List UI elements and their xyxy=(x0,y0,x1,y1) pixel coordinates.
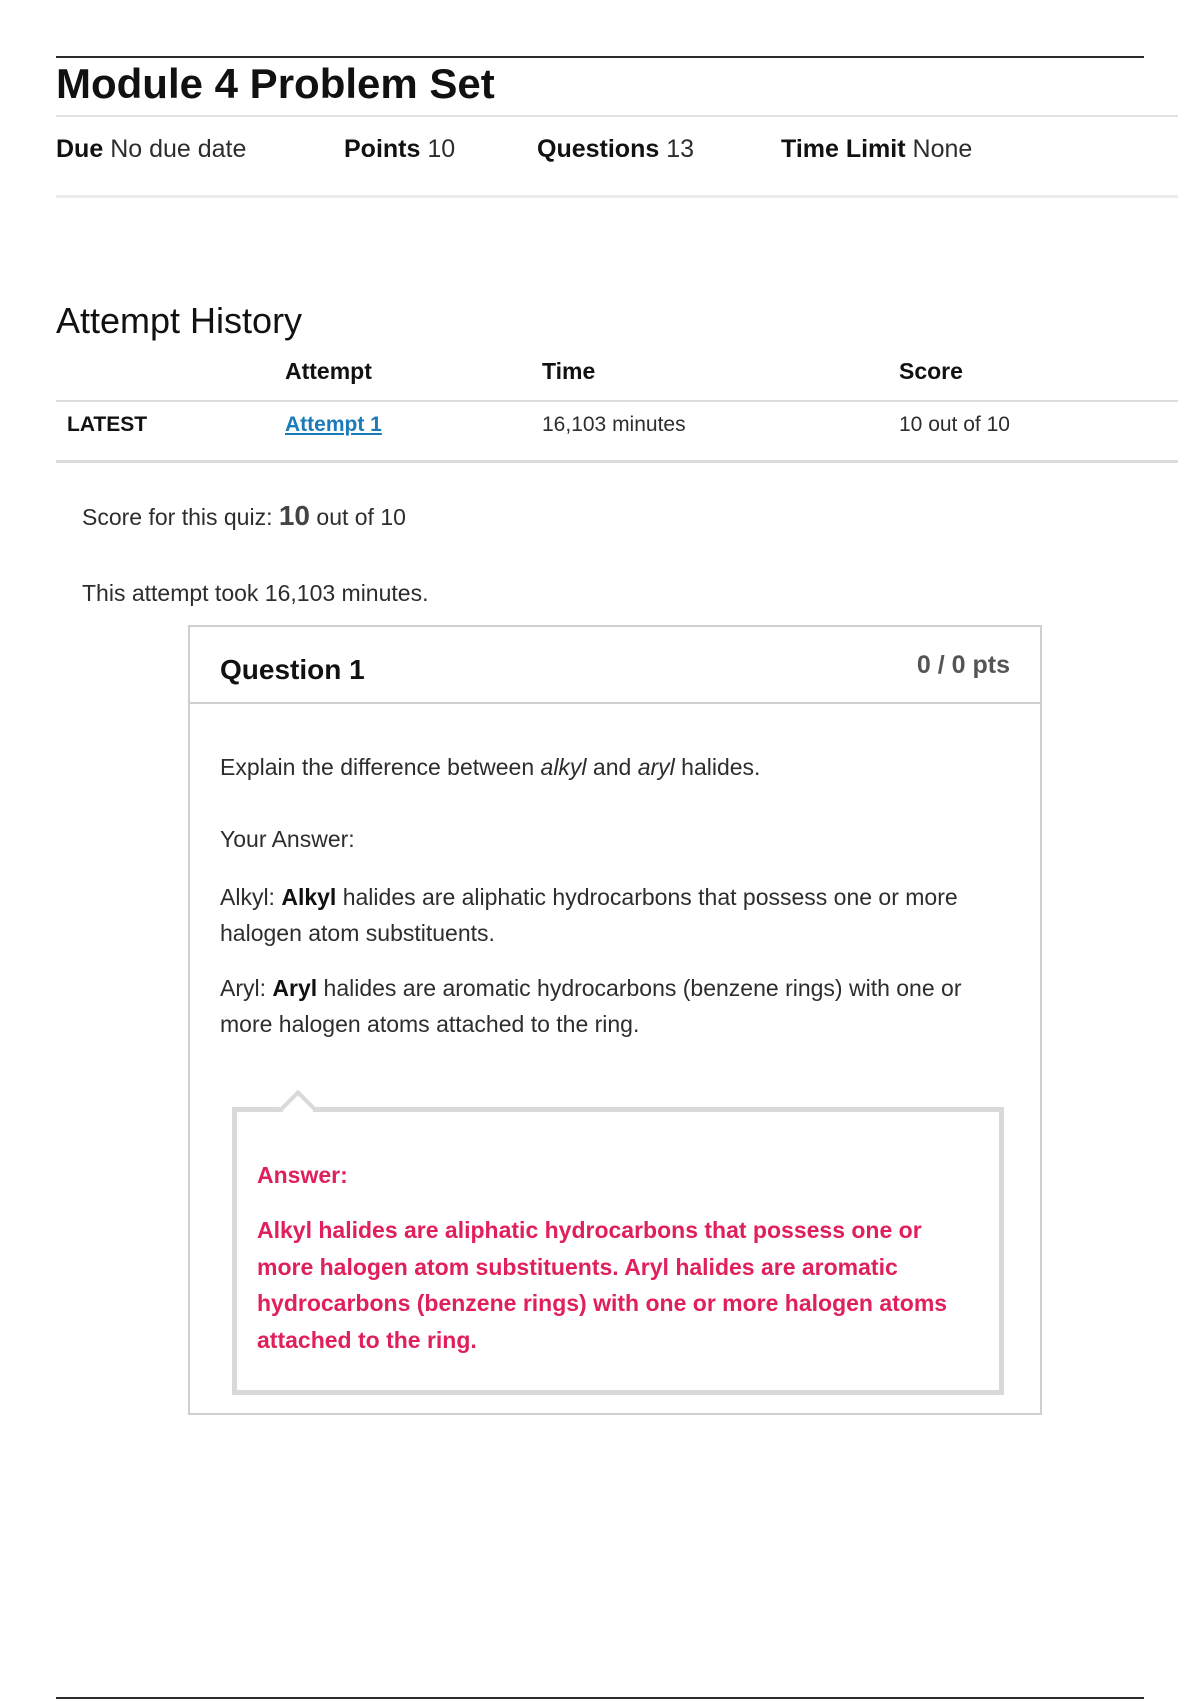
question-points: 0 / 0 pts xyxy=(916,651,1010,679)
answer-body: halides are aromatic hydrocarbons (benzene rings) with one or more halogen atoms attached to the ring. xyxy=(220,975,962,1037)
latest-tag: LATEST xyxy=(67,413,148,436)
prompt-em-aryl: aryl xyxy=(637,754,675,780)
due-value: No due date xyxy=(110,135,247,163)
time-limit-label: Time Limit xyxy=(781,135,906,163)
column-header-score: Score xyxy=(899,358,963,384)
answer-body: halides are aliphatic hydrocarbons that possess one or more halogen atom substituents. xyxy=(220,884,958,946)
attempt-history-title: Attempt History xyxy=(56,300,303,341)
score-prefix: Score for this quiz: xyxy=(82,504,273,530)
page-title: Module 4 Problem Set xyxy=(56,60,495,107)
questions-label: Questions xyxy=(537,135,660,163)
points-label: Points xyxy=(344,135,421,163)
score-suffix: out of 10 xyxy=(316,504,406,530)
score-value: 10 xyxy=(278,500,311,531)
question-title: Question 1 xyxy=(220,654,365,685)
question-card xyxy=(188,625,1042,1415)
answer-prefix: Aryl: xyxy=(220,975,273,1001)
title-divider xyxy=(56,115,1178,117)
quiz-score-line xyxy=(82,500,406,532)
due-label: Due xyxy=(56,135,104,163)
your-answer-paragraph xyxy=(220,970,1010,1042)
answer-keyword: Aryl xyxy=(272,975,318,1001)
prompt-text-start: Explain the difference between xyxy=(220,754,541,780)
answer-prefix: Alkyl: xyxy=(220,884,282,910)
top-divider xyxy=(56,56,1144,58)
attempt-1-link[interactable]: Attempt 1 xyxy=(285,413,382,436)
meta-divider xyxy=(56,195,1178,198)
prompt-text-end: halides. xyxy=(674,754,761,780)
due-meta xyxy=(56,135,246,164)
question-prompt xyxy=(220,754,760,781)
points-meta xyxy=(344,135,455,164)
table-row-attempt-cell xyxy=(285,413,382,437)
your-answer-label: Your Answer: xyxy=(220,826,355,852)
your-answer-paragraph xyxy=(220,879,1010,951)
table-header-divider xyxy=(56,400,1178,402)
column-header-attempt: Attempt xyxy=(285,358,372,384)
bottom-divider xyxy=(56,1697,1144,1699)
questions-value: 13 xyxy=(666,135,695,163)
prompt-text-mid: and xyxy=(586,754,638,780)
correct-answer-label: Answer: xyxy=(257,1162,348,1188)
time-limit-value: None xyxy=(912,135,973,163)
answer-keyword: Alkyl xyxy=(281,884,337,910)
correct-answer-box xyxy=(232,1107,1004,1395)
question-header xyxy=(190,627,1040,704)
column-header-time: Time xyxy=(542,358,596,384)
table-row-score-cell: 10 out of 10 xyxy=(899,413,1010,436)
callout-pointer xyxy=(280,1090,317,1127)
table-bottom-divider xyxy=(56,460,1178,463)
correct-answer-text: Alkyl halides are aliphatic hydrocarbons that possess one or more halogen atom substituents. Aryl halides are aromatic hydrocarbons (benzene rings) with one or more halogen atoms attached to the ring. xyxy=(257,1217,948,1353)
attempt-duration: This attempt took 16,103 minutes. xyxy=(82,580,429,606)
points-value: 10 xyxy=(427,135,456,163)
time-limit-meta xyxy=(781,135,972,164)
prompt-em-alkyl: alkyl xyxy=(540,754,587,780)
questions-meta xyxy=(537,135,694,164)
table-row-time-cell: 16,103 minutes xyxy=(542,413,686,436)
